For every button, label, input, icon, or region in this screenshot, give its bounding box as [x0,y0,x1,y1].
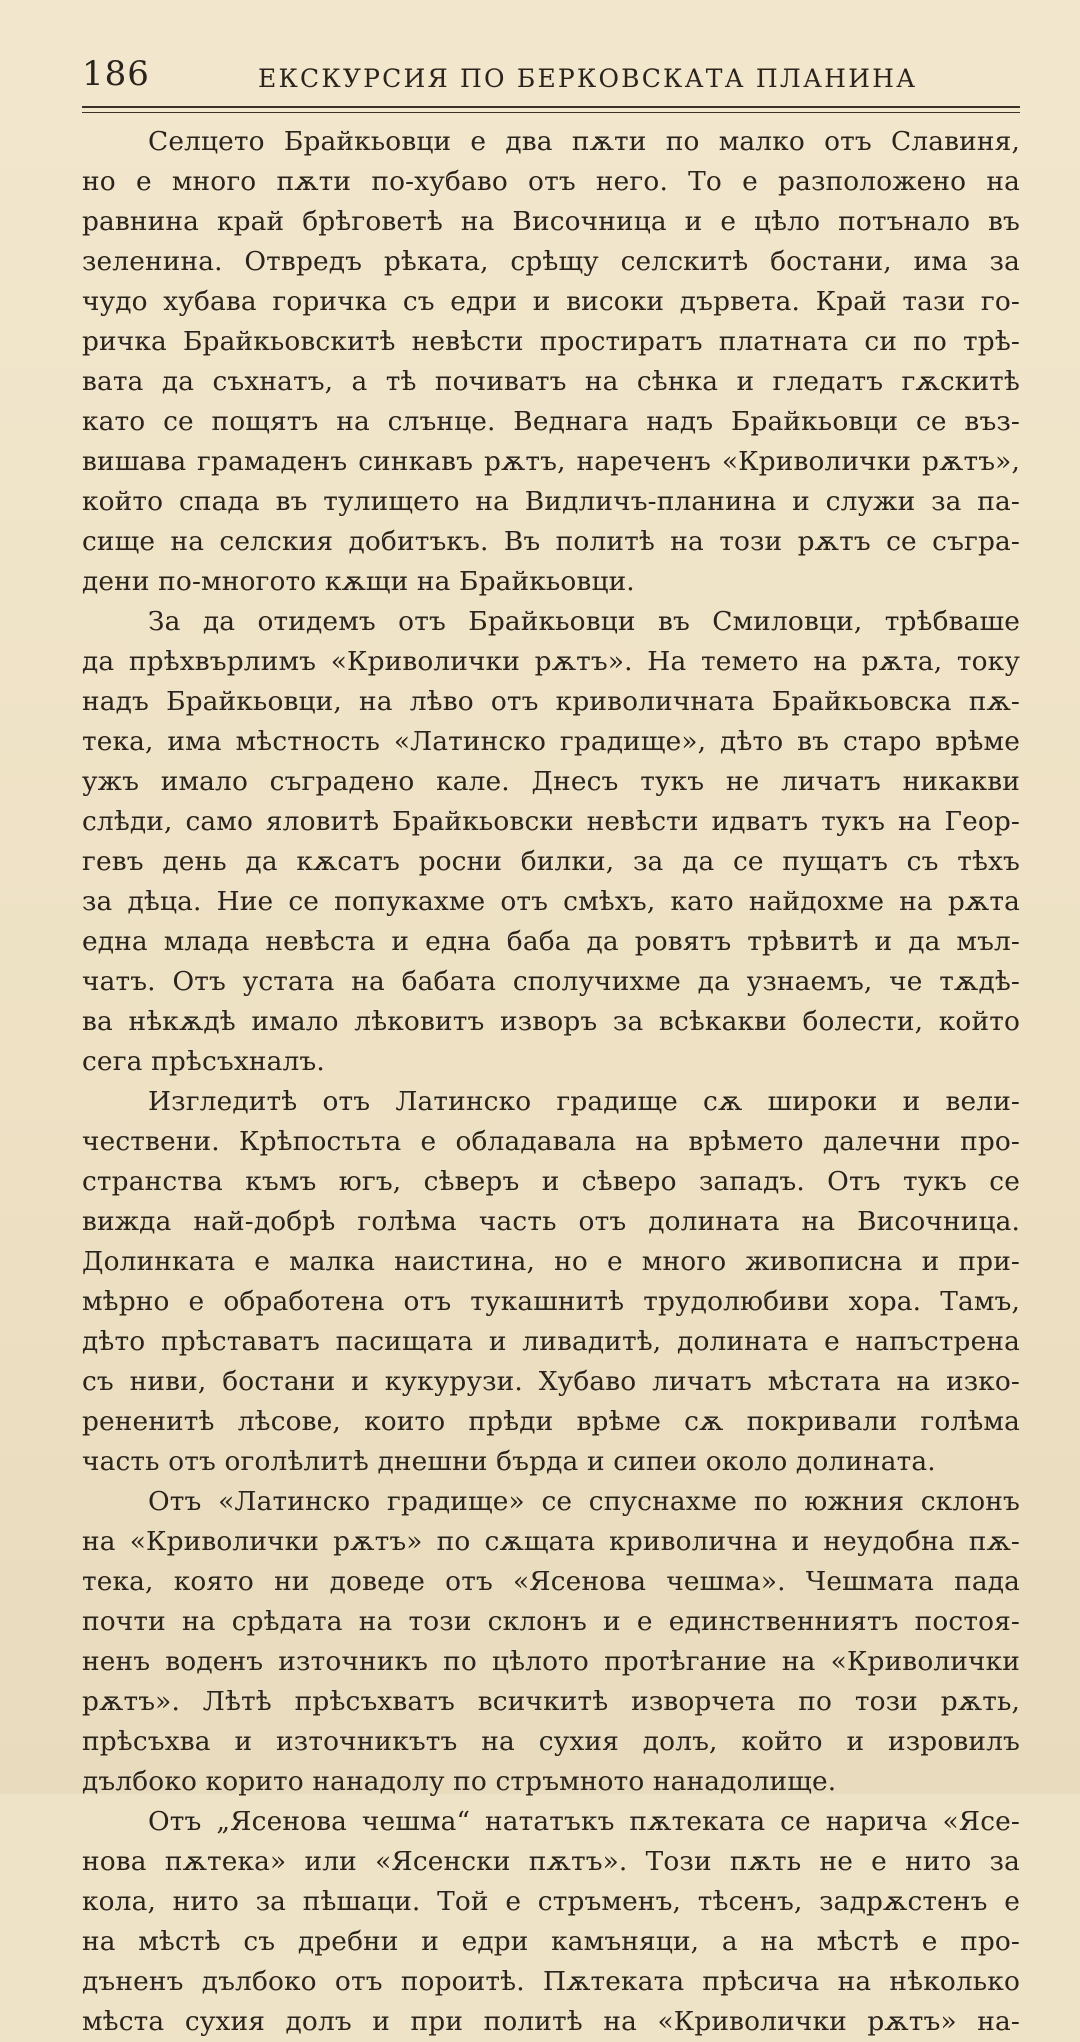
text-line: дени по-многото кѫщи на Брайкьовци. [82,566,635,597]
text-line: За да отидемъ отъ Брайкьовци въ Смиловци, трѣбваше [148,606,1020,637]
text-line: тека, която ни доведе отъ «Ясенова чешма». Чешмата пада [82,1566,1020,1597]
text-line: кола, нито за пѣшаци. Той е стръменъ, тѣсенъ, задрѫстенъ е [82,1886,1020,1917]
text-line: ненъ воденъ източникъ по цѣлото протѣгание на «Криволички [82,1646,1020,1677]
text-line: чествени. Крѣпостьта е обладавала на врѣмето далечни про- [82,1126,1020,1157]
text-line: да прѣхвърлимъ «Криволички рѫтъ». На темето на рѫта, току [82,646,1020,677]
text-line: съ ниви, бостани и кукурузи. Хубаво личатъ мѣстата на изко- [82,1366,1020,1397]
text-line: на мѣстѣ съ дребни и едри камъняци, а на мѣстѣ е про- [82,1926,1020,1957]
text-line: прѣсъхва и източникътъ на сухия долъ, който и изровилъ [82,1726,1020,1757]
text-line: мѣрно е обработена отъ тукашнитѣ трудолюбиви хора. Тамъ, [82,1286,1020,1317]
text-line: слѣди, само яловитѣ Брайкьовски невѣсти идватъ тукъ на Геор- [82,806,1020,837]
text-line: като се пощятъ на слънце. Веднага надъ Брайкьовци се въз- [82,406,1020,437]
running-title: ЕКСКУРСИЯ ПО БЕРКОВСКАТА ПЛАНИНА [258,64,918,93]
text-line: зеленина. Отвредъ рѣката, срѣщу селскитѣ бостани, има за [82,246,1020,277]
text-line: гевъ день да кѫсатъ росни билки, за да се пущатъ съ тѣхъ [82,846,1020,877]
text-line: мѣста сухия долъ и при политѣ на «Криволички рѫтъ» на- [82,2006,1020,2037]
text-line: дълбоко корито нанадолу по стръмното нанадолище. [82,1766,837,1797]
text-line: чудо хубава горичка съ едри и високи дървета. Край тази го- [82,286,1020,317]
text-line: но е много пѫти по-хубаво отъ него. То е разположено на [82,166,1020,197]
header-rule-thin [82,112,1020,113]
paragraph [82,602,1020,1082]
text-line: почти на срѣдата на този склонъ и е единственниятъ постоя- [82,1606,1020,1637]
text-line: една млада невѣста и една баба да ровятъ трѣвитѣ и да мъл- [82,926,1020,957]
text-line: на «Криволички рѫтъ» по сѫщата криволична и неудобна пѫ- [82,1526,1020,1557]
text-line: тека, има мѣстность «Латинско градище», дѣто въ старо врѣме [82,726,1020,757]
text-line: вата да съхнатъ, а тѣ почиватъ на сѣнка и гледатъ гѫскитѣ [82,366,1020,397]
paragraph [82,1482,1020,1802]
text-line: равнина край брѣговетѣ на Височница и е цѣло потънало въ [82,206,1020,237]
text-line: ричка Брайкьовскитѣ невѣсти простиратъ платната си по трѣ- [82,326,1020,357]
text-line: рененитѣ лѣсове, които прѣди врѣме сѫ покривали голѣма [82,1406,1020,1437]
text-line: надъ Брайкьовци, на лѣво отъ криволичната Брайкьовска пѫ- [82,686,1020,717]
paragraph [82,122,1020,602]
text-line: дѣто прѣставатъ пасищата и ливадитѣ, долината е напъстрена [82,1326,1020,1357]
header-rule [82,106,1020,108]
text-line: сище на селския добитъкъ. Въ политѣ на този рѫтъ се съгра- [82,526,1020,557]
text-line: вижда най-добрѣ голѣма часть отъ долината на Височница. [82,1206,1020,1237]
text-line: дъненъ дълбоко отъ пороитѣ. Пѫтеката прѣсича на нѣколько [82,1966,1020,1997]
text-line: рѫтъ». Лѣтѣ прѣсъхватъ всичкитѣ изворчета по този рѫть, [82,1686,1020,1717]
text-line: Отъ „Ясенова чешма“ нататъкъ пѫтеката се нарича «Ясе- [148,1806,1020,1837]
text-line: часть отъ оголѣлитѣ днешни бърда и сипеи около долината. [82,1446,936,1477]
paragraph [82,1802,1020,2042]
text-line: вишава грамаденъ синкавъ рѫтъ, нареченъ «Криволички рѫтъ», [82,446,1020,477]
text-line: чатъ. Отъ устата на бабата сполучихме да узнаемъ, че тѫдѣ- [82,966,1020,997]
text-line: за дѣца. Ние се попукахме отъ смѣхъ, като найдохме на рѫта [82,886,1020,917]
page-number: 186 [82,54,150,94]
text-line: ва нѣкѫдѣ имало лѣковитъ изворъ за всѣкакви болести, който [82,1006,1020,1037]
text-line: ужъ имало съградено кале. Днесъ тукъ не личатъ никакви [82,766,1020,797]
body-text [82,122,1020,2042]
text-line: Долинката е малка наистина, но е много живописна и при- [82,1246,1020,1277]
text-line: сега прѣсъхналъ. [82,1046,325,1077]
text-line: странства къмъ югъ, сѣверъ и сѣверо западъ. Отъ тукъ се [82,1166,1020,1197]
text-line: който спада въ тулището на Видличъ-планина и служи за па- [82,486,1020,517]
text-line: Селцето Брайкьовци е два пѫти по малко отъ Славиня, [148,126,1020,157]
text-line: Отъ «Латинско градище» се спуснахме по южния склонъ [148,1486,1020,1517]
page-header [82,54,1020,104]
paragraph [82,1082,1020,1482]
text-line: нова пѫтека» или «Ясенски пѫтъ». Този пѫть не е нито за [82,1846,1020,1877]
text-line: Изгледитѣ отъ Латинско градище сѫ широки и вели- [148,1086,1020,1117]
